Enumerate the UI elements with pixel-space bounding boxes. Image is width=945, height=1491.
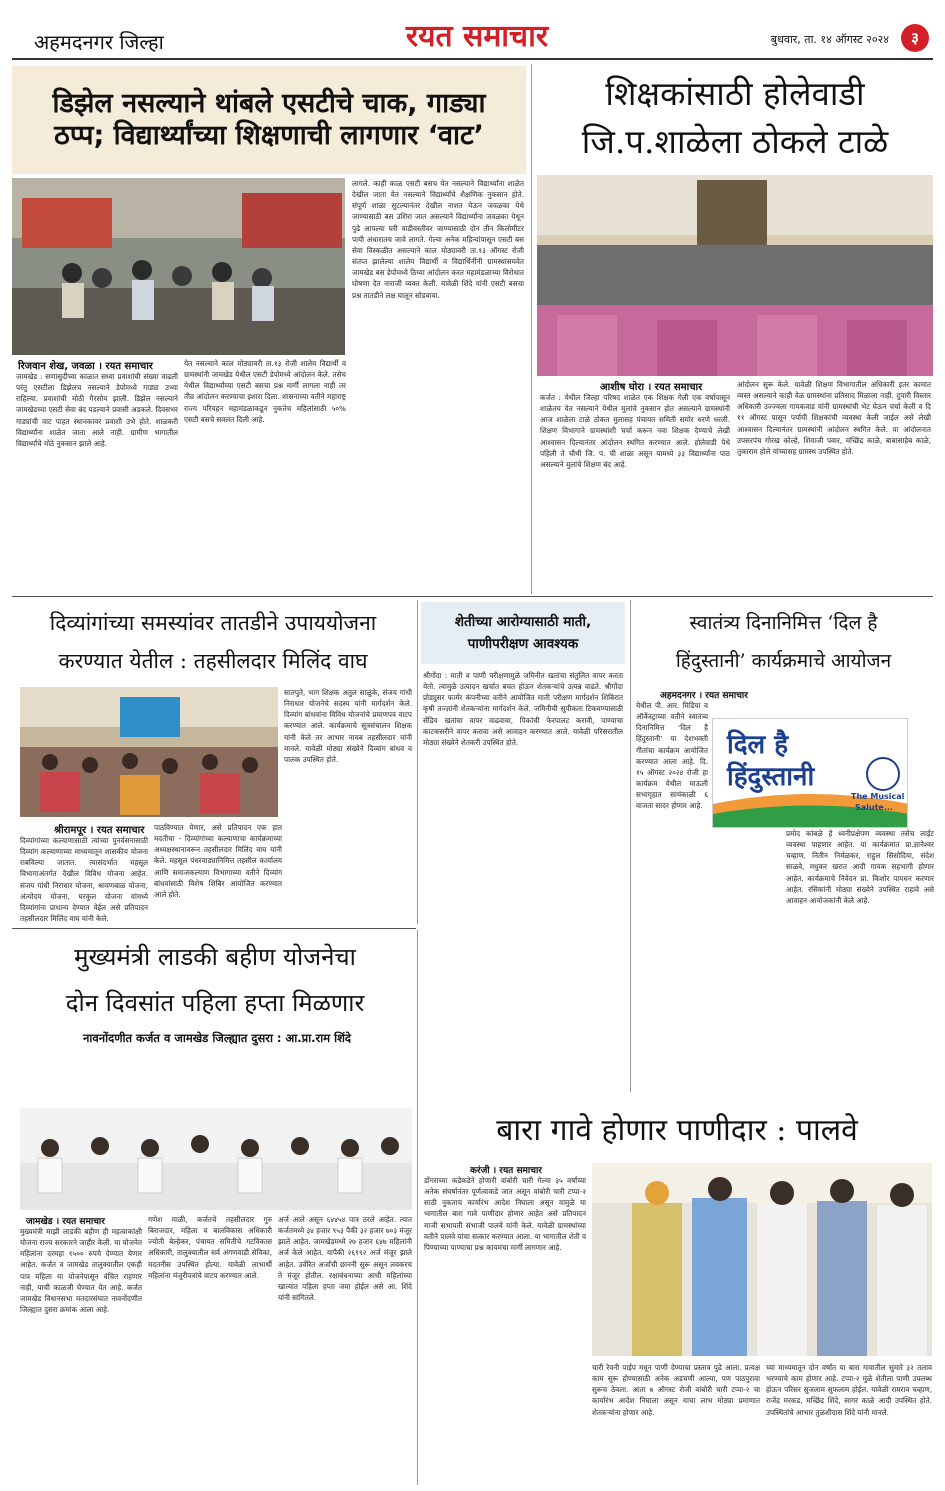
story6-headline-line1: मुख्यमंत्री लाडकी बहीण योजनेचा: [74, 943, 356, 971]
story2-photo: [537, 175, 933, 376]
story7-headline: [421, 1097, 933, 1159]
logo-text-line2: हिंदुस्तानी: [727, 762, 815, 792]
logo-tagline-2: Salute...: [855, 803, 893, 812]
story1-headline-line1: डिझेल नसल्याने थांबले एसटीचे चाक, गाड्या: [52, 87, 486, 119]
issue-date: बुधवार, ता. १४ ऑगस्ट २०२४: [770, 33, 889, 46]
page-number: ३: [901, 24, 929, 52]
story3-column-2: पाठविण्यात येणार, असे प्रतिपादन एक हात मदतीचा - दिव्यांगांच्या कल्याणाचा कार्यक्रमाच्या अध्यक्षस्थानावरून तहसीलदार मिलिंद वाघ यांनी केले. महसूल पंधरवाड्यानिमित्त तहसील कार्यालय आणि समाजकल्याण विभागाच्या वतीने दिव्यांग बांधवांसाठी विशेष शिबिर आयोजित करण्यात आले होते.: [154, 823, 282, 899]
story4-headline: [421, 602, 625, 664]
story7-column-3: च्या माध्यमातून दोन वर्षांत या बारा गावातील सुमारे ३२ तलाव भरण्याचे काम होणार आहे. टप्पा-२ मुळे शेतीला पाणी उपलब्ध होऊन परिसर सुजलाम सुफलाम होईल. यावेळी रामराव चव्हाण, राजेंद्र मरकड, मच्छिंद्र शिंदे, सागर काळे आदी उपस्थित होते. उपस्थितांचे आभार तुळशीदास शिंदे यांनी मानले.: [766, 1363, 932, 1417]
story6-photo: [20, 1108, 412, 1210]
logo-text-line1: दिल है: [727, 730, 789, 760]
story6-headline: [14, 934, 416, 1030]
story2-byline: आशीष घोरा । रयत समाचार: [600, 382, 703, 393]
story3-byline: श्रीरामपूर । रयत समाचार: [54, 825, 145, 836]
column-divider: [417, 930, 418, 1485]
story6-column-2: गणेश माळी, कर्जतचे तहसीलदार गुरु बिराजदार, महिला व बालविकास अधिकारी ज्योती बेल्हेकर, पंचायत समितीचे गटविकास अधिकारी, तालुक्यातील सर्व अंगणवाडी सेविका, मदतनीस उपस्थित होत्या. यावेळी लाभार्थी महिलांना मंजुरीपत्रांचे वाटप करण्यात आले.: [148, 1215, 272, 1280]
column-divider: [417, 600, 418, 924]
story5-byline: अहमदनगर । रयत समाचार: [660, 691, 748, 701]
district-label: अहमदनगर जिल्हा: [34, 30, 164, 54]
story5-headline-line2: हिंदुस्तानी’ कार्यक्रमाचे आयोजन: [675, 650, 892, 672]
paper-name: रयत समाचार: [392, 16, 562, 58]
story1-column-1: जामखेड : सणासुदीच्या काळात सध्या प्रवाशांची संख्या वाढली परंतु एसटीला डिझेलच नसल्याने डेपोमध्ये गाड्या उभ्या राहिल्या. प्रवाशांची मोठी गैरसोय झाली. डिझेल नसल्याने जामखेडच्या एसटी सेवा बंद पडल्याने प्रवासी अडकले. दिवसभर गाड्यांची वाट पाहत स्थानकावर प्रवाशी उभे होते. शाळकरी विद्यार्थ्यांना शाळेत जाता आले नाही. ग्रामीण भागातील विद्यार्थ्यांचे मोठे नुकसान झाले आहे.: [16, 372, 178, 448]
story5-column-2: प्रमोद कांबळे हे ध्वनीप्रक्षेपण व्यवस्था तसेच लाईट व्यवस्था पाहणार आहेत. या कार्यक्रमात प्रा.ज्ञानेश्वर चव्हाण, नितीन निर्मळकर, राहुल सिसोदिया, संदेश साळवे, मधुकर खरात आदी गायक सहभागी होणार आहेत. कार्यक्रमाचे निवेदन प्रा. किशोर पायधन करणार आहेत. रसिकांनी मोठ्या संख्येने उपस्थित राहावे असे आवाहन आयोजकांनी केले आहे.: [786, 829, 934, 905]
logo-tagline-1: The Musical: [851, 792, 905, 801]
story4-column-1: श्रीगोंदा : माती व पाणी परीक्षणामुळे जमिनीत खतांचा संतुलित वापर करता येतो. त्यामुळे उत्पादन खर्चात बचत होऊन शेतकऱ्यांचे उत्पन्न वाढते. श्रीगोंदा प्रोड्युसर फार्मर कंपनीच्या वतीने आयोजित माती परीक्षण मार्गदर्शन शिबिरात कृषी तज्ज्ञांनी शेतकऱ्यांना मार्गदर्शन केले. जमिनीची सुपीकता टिकवण्यासाठी सेंद्रिय खतांचा वापर वाढवावा, पिकांची फेरपालट करावी, पाण्याचा काटकसरीने वापर करावा असे आवाहन करण्यात आले. यावेळी परिसरातील मोठ्या संख्येने शेतकरी उपस्थित होते.: [423, 671, 623, 747]
story3-headline-line2: करण्यात येतील : तहसीलदार मिलिंद वाघ: [58, 649, 368, 673]
story4-headline-line2: पाणीपरीक्षण आवश्यक: [467, 636, 579, 652]
story6-subhead: नावनोंदणीत कर्जत व जामखेड जिल्ह्यात दुसरा : आ.प्रा.राम शिंदे: [82, 1031, 352, 1045]
section-rule: [12, 596, 933, 597]
story5-column-1: येथील पी. आर. मिडिया व ऑर्केस्ट्राच्या वतीने स्वातंत्र्य दिनानिमित्त ‘दिल है हिंदुस्तानी’ या देशभक्ती गीतांचा कार्यक्रम आयोजित करण्यात आला आहे. दि. १५ ऑगस्ट २०२४ रोजी हा कार्यक्रम येथील माऊली सभागृहात सायंकाळी ६ वाजता सादर होणार आहे.: [636, 701, 708, 811]
story2-headline-line1: शिक्षकांसाठी होलेवाडी: [605, 74, 865, 113]
story1-headline: [12, 66, 526, 174]
story5-headline: [634, 604, 933, 684]
story2-headline-line2: जि.प.शाळेला ठोकले टाळे: [581, 122, 889, 161]
story6-column-3: अर्ज आले असून ६४४५४ पात्र ठरले आहेत. त्यात कर्जतमध्ये ३४ हजार ९५३ पैकी ३२ हजार ७०३ मंजूर झाले आहेत. जामखेडमध्ये २७ हजार ६४७ महिलांनी अर्ज केले आहेत. यापैकी २६९९२ अर्ज मंजूर झाले आहेत. उर्वरित अर्जांची छाननी सुरू असून लवकरच ते मंजूर होतील. रक्षाबंधनाच्या आधी महिलांच्या खात्यात पहिला हप्ता जमा होईल असे आ. शिंदे यांनी सांगितले.: [278, 1215, 412, 1303]
section-rule: [12, 928, 416, 929]
story7-column-2: चारी रेवनी पाईप मधून पाणी देण्याचा प्रस्ताव पुढे आला. प्रत्यक्ष काम सुरू होण्यासाठी अनेक अडचणी आल्या, पण पाठपुरावा सुरूच ठेवला. आता ७ ऑगस्ट रोजी वांबोरी चारी टप्पा-२ चा कार्यारंभ आदेश निघाला असून याचा लाभ मोठ्या प्रमाणात शेतकऱ्यांना होणार आहे.: [592, 1363, 760, 1417]
story3-headline-line1: दिव्यांगांच्या समस्यांवर तातडीने उपाययोजना: [49, 611, 377, 635]
story5-headline-line1: स्वातंत्र्य दिनानिमित्त ‘दिल है: [689, 612, 878, 634]
column-divider: [630, 600, 631, 1092]
story7-column-1: डोंगराच्या कडेकडेने होणारी वांबोरी चारी गेल्या ३५ वर्षांच्या अनेक संघर्षानंतर पूर्णत्वाकडे जात असून वांबोरी चारी टप्पा-२ साठी नुकताच कार्यारंभ आदेश निघाला असून यामुळे या भागातील बारा गावे पाणीदार होणार आहेत असे प्रतिपादन माजी सभापती संभाजी पालवे यांनी केले. यावेळी ग्रामस्थांच्या वतीने पालवे यांचा सत्कार करण्यात आला. या भागातील शेती व पिण्याच्या पाण्याचा प्रश्न कायमचा मार्गी लागणार आहे.: [424, 1176, 586, 1252]
story4-headline-line1: शेतीच्या आरोग्यासाठी माती,: [454, 614, 592, 630]
story1-photo: [12, 178, 345, 355]
column-divider: [531, 64, 532, 594]
story1-headline-line2: ठप्प; विद्यार्थ्यांच्या शिक्षणाची लागणार ‘वाट’: [54, 120, 484, 151]
story1-byline: रिजवान शेख, जवळा । रयत समाचार: [18, 361, 153, 372]
story7-headline-text: बारा गावे होणार पाणीदार : पालवे: [496, 1112, 858, 1148]
story7-byline: करंजी । रयत समाचार: [470, 1166, 542, 1176]
story6-headline-line2: दोन दिवसांत पहिला हप्ता मिळणार: [65, 989, 365, 1017]
story1-column-2: येत नसल्याने काल मोठ्यावरी ता.१३ रोजी शालेय विद्यार्थी व ग्रामस्थांनी जामखेड येथील एसटी डेपोमध्ये आंदोलन केले. तसेच येथील विद्यार्थ्यांच्या एसटी बसचा प्रश्न मार्गी लागला नाही तर तीव्र आंदोलन करण्याचा इशारा दिला. शासनाच्या वतीने महाराष्ट्र राज्य परिवहन महामंडळाकडून नुकतेच महिलांसाठी ५०% एसटी बसचे सवलत दिली आहे.: [184, 359, 346, 424]
story2-column-1: कर्जत : येथील जिल्हा परिषद शाळेत एक शिक्षक गेली एक वर्षापासून शाळेतच येत नसल्याने येथील मुलांचे नुकसान होत असल्याने ग्रामस्थांनी आज शाळेला टाळे ठोकत मुलासह पंचायत समिती समोर धरणे धरली. शिक्षण विभागाने ग्रामस्थांशी चर्चा करून नवा शिक्षक देण्याचे लेखी आश्वासन दिल्यानंतर आंदोलन स्थगित करण्यात आले. होलेवाडी येथे पहिली ते चौथी जि. प. ची शाळा असून यामध्ये ३३ विद्यार्थ्यांना पाठ असल्याने मुलांचे शिक्षण बंद आहे.: [540, 393, 730, 469]
story6-column-1: मुख्यमंत्री माझी लाडकी बहीण ही महत्वाकांक्षी योजना राज्य सरकारने जाहीर केली. या योजनेत महिलांना दरमहा १५०० रुपये देण्यात येणार आहेत. कर्जत व जामखेड तालुक्यातील एकही पात्र महिला या योजनेपासून वंचित राहणार नाही, याची काळजी घेण्यात येत आहे. कर्जत जामखेड विधानसभा मतदारसंघात नावनोंदणीत जिल्ह्यात दुसरा क्रमांक आला आहे.: [20, 1227, 142, 1315]
story2-headline: [537, 70, 933, 170]
story1-column-3: लागले. काही काळ एसटी बसच येत नसल्याने विद्यार्थ्यांना शाळेत देखील जाता येत नसल्याने विद्यार्थ्यांचे शैक्षणिक नुकसान होते. संपूर्ण शाळा सुटल्यानंतर देखील नाशत येऊन जवळका येथे जाण्यासाठी बस उशिरा जात असल्याने विद्यार्थ्यांना जवळका येथून पुढे आपल्या घरी वाडीवस्तीवर जाण्यासाठी दोन तीन किलोमीटर पायी अंधारातच जावे लागते. गेल्या अनेक महिन्यांपासून एसटी बस सेवा विस्कळीत असल्याने काल मोठ्यावरी ता.१३ ऑगस्ट रोजी संतप्त झालेल्या शालेय विद्यार्थी व विद्यार्थिनींनी ग्रामस्थांसमवेत जामखेड बस डेपोमध्ये ठिय्या आंदोलन करत महामंडळाच्या विरोधात घोषणा देत नाराजी व्यक्त केली. यावेळी शिंदे यांनी एसटी बसचा प्रश्न तातडीने लक्ष घालून सोडवावा.: [352, 179, 524, 300]
dil-hai-hindustani-logo: [712, 718, 908, 828]
story3-photo: [20, 687, 278, 817]
story2-column-2: आंदोलन सुरू केले. यावेळी शिक्षण विभागातील अधिकारी इतर कामात व्यस्त असल्याने काही वेळ ग्रामस्थांना प्रतिसाद मिळाला नाही. दुपारी विस्तार अधिकारी उज्ज्वला गायकवाड यांनी ग्रामस्थांची भेट घेऊन चर्चा केली व दि ११ ऑगस्ट पासून पर्यायी शिक्षकांची व्यवस्था केली जाईल असे लेखी आश्वासन दिल्यानंतर ग्रामस्थांनी आंदोलन स्थगित केले. या आंदोलनात उपसरपंच गोरख कोल्हे, शिवाजी पवार, मच्छिंद्र काळे, बाबासाहेब काळे, तुकाराम होले यांच्यासह ग्रामस्थ उपस्थित होते.: [737, 380, 931, 456]
story6-byline: जामखेड । रयत समाचार: [26, 1217, 105, 1227]
masthead: [12, 16, 933, 60]
story7-photo: [592, 1163, 932, 1356]
story3-headline: [14, 604, 412, 684]
story3-column-3: सातपुते, भाग शिक्षक अतुल साळुंके, संजय गांधी निराधार योजनेचे सदस्य यांनी मार्गदर्शन केले. दिव्यांग बांधवांना विविध योजनांचे प्रमाणपत्र वाटप करण्यात आले. कार्यक्रमाचे सूत्रसंचालन शिक्षक यांनी केले तर आभार नायब तहसीलदार यांनी मानले. यावेळी मोठ्या संख्येने दिव्यांग बांधव व पालक उपस्थित होते.: [284, 688, 412, 764]
story3-column-1: दिव्यांगांच्या कल्याणासाठी त्यांच्या पुनर्वसनासाठी दिव्यांग कल्याणाच्या माध्यमातून शासकीय योजना राबविल्या जातात. त्यासंदर्भात महसूल विभागाअंतर्गत देखील विविध योजना आहेत. संजय गांधी निराधार योजना, श्रावणबाळ योजना, अंत्योदय योजना, घरकुल योजना यांमध्ये दिव्यांगांना प्राधान्य देण्यात येईल असे प्रतिपादन तहसीलदार मिलिंद वाघ यांनी केले.: [20, 836, 148, 924]
